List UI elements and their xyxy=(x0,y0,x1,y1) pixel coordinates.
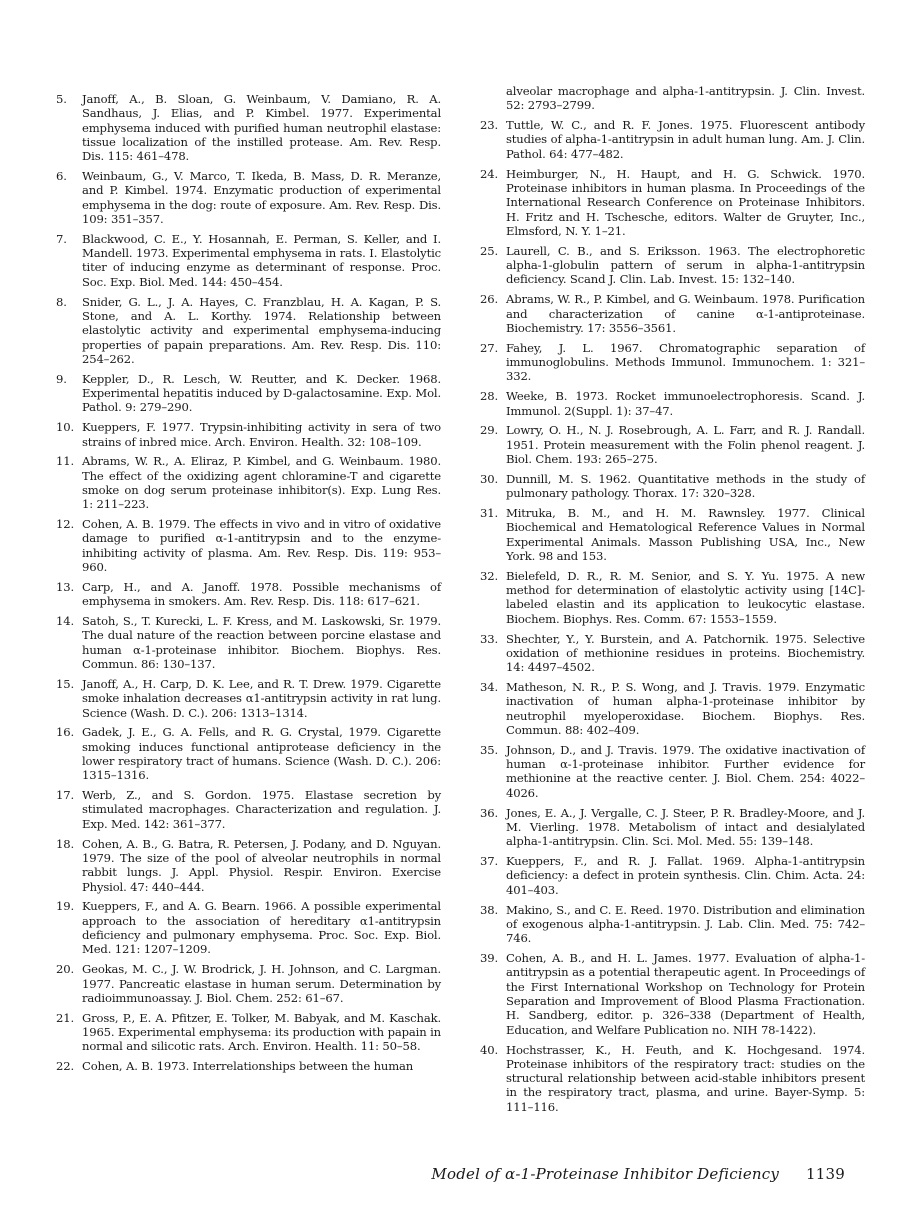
reference-text: Fahey, J. L. 1967. Chromatographic separation of immunoglobulins. Methods Immunol. Immunochem. 1: 321–332. xyxy=(506,340,865,384)
reference-number: 8. xyxy=(56,294,67,309)
reference-text: Tuttle, W. C., and R. F. Jones. 1975. Fluorescent antibody studies of alpha-1-antitrypsin in adult human lung. Am. J. Clin. Pathol. 64: 477–482. xyxy=(506,118,865,161)
reference-item xyxy=(56,677,441,720)
reference-number: 18. xyxy=(56,836,74,851)
reference-item xyxy=(56,454,441,511)
reference-text: Cohen, A. B., G. Batra, R. Petersen, J. Podany, and D. Nguyan. 1979. The size of the pool of alveolar neutrophils in normal rabbit lungs. J. Appl. Physiol. Respir. Environ. Exercise Physiol. 47: 440–444. xyxy=(82,836,441,894)
reference-text: Carp, H., and A. Janoff. 1978. Possible mechanisms of emphysema in smokers. Am. Rev. Resp. Dis. 118: 617–621. xyxy=(82,579,441,609)
reference-continuation xyxy=(480,84,865,113)
reference-text: Jones, E. A., J. Vergalle, C. J. Steer, P. R. Bradley-Moore, and J. M. Vierling. 1978. Metabolism of intact and desialylated alpha-1-antitrypsin. Clin. Sci. Mol. Med. 55: 139–148. xyxy=(506,805,865,849)
reference-item xyxy=(56,232,441,289)
reference-item xyxy=(480,472,865,501)
reference-number: 27. xyxy=(480,340,498,355)
reference-item xyxy=(480,341,865,384)
reference-number: 35. xyxy=(480,742,498,757)
reference-item xyxy=(56,1059,441,1073)
reference-item xyxy=(56,614,441,671)
reference-number: 25. xyxy=(480,243,498,258)
reference-item xyxy=(480,632,865,675)
reference-number: 33. xyxy=(480,631,498,646)
reference-text: Blackwood, C. E., Y. Hosannah, E. Perman, S. Keller, and I. Mandell. 1973. Experimental emphysema in rats. I. Elastolytic titer of inducing enzyme as determinant of response. Proc. Soc. Exp. Biol. Med. 144: 450–454. xyxy=(82,231,441,289)
reference-text: Cohen, A. B. 1979. The effects in vivo and in vitro of oxidative damage to purified α-1-antitrypsin and to the enzyme-inhibiting activity of plasma. Am. Rev. Resp. Dis. 119: 953–960. xyxy=(82,517,441,575)
reference-item xyxy=(56,962,441,1005)
reference-number: 21. xyxy=(56,1010,74,1025)
reference-item xyxy=(480,1043,865,1114)
reference-number: 14. xyxy=(56,614,74,629)
reference-text: Lowry, O. H., N. J. Rosebrough, A. L. Farr, and R. J. Randall. 1951. Protein measurement with the Folin phenol reagent. J. Biol. Chem. 193: 265–275. xyxy=(506,423,865,466)
reference-number: 19. xyxy=(56,899,74,914)
reference-number: 17. xyxy=(56,788,74,803)
reference-text: Gadek, J. E., G. A. Fells, and R. G. Crystal, 1979. Cigarette smoking induces functional antiprotease deficiency in the lower respiratory tract of humans. Science (Wash. D. C.). 206: 1315–1316. xyxy=(82,725,441,783)
reference-number: 9. xyxy=(56,371,67,386)
reference-text: Werb, Z., and S. Gordon. 1975. Elastase secretion by stimulated macrophages. Characterization and regulation. J. Exp. Med. 142: 361–377. xyxy=(82,788,441,831)
reference-column-right xyxy=(480,84,865,1120)
reference-item xyxy=(56,837,441,894)
page-number: 1139 xyxy=(806,1165,845,1183)
reference-number: 5. xyxy=(56,92,67,106)
reference-number: 24. xyxy=(480,166,498,181)
reference-text: alveolar macrophage and alpha-1-antitrypsin. J. Clin. Invest. 52: 2793–2799. xyxy=(506,84,865,113)
reference-item xyxy=(480,951,865,1037)
reference-text: Janoff, A., B. Sloan, G. Weinbaum, V. Damiano, R. A. Sandhaus, J. Elias, and P. Kimbel. 1977. Experimental emphysema induced with purified human neutrophil elastase: tissue localization of the instilled protease. Am. Rev. Resp. Dis. 115: 461–478. xyxy=(82,92,441,164)
reference-text: Gross, P., E. A. Pfitzer, E. Tolker, M. Babyak, and M. Kaschak. 1965. Experimental emphysema: its production with papain in normal and silicotic rats. Arch. Environ. Health. 11: 50–58. xyxy=(82,1010,441,1054)
reference-item xyxy=(480,292,865,335)
reference-number: 12. xyxy=(56,517,74,532)
reference-text: Cohen, A. B., and H. L. James. 1977. Evaluation of alpha-1-antitrypsin as a potential therapeutic agent. In Proceedings of the First International Workshop on Technology for Protein Separation and Improvement of Blood Plasma Fractionation. H. Sandberg, editor. p. 326–338 (Department of Health, Education, and Welfare Publication no. NIH 78-1422). xyxy=(506,951,865,1037)
reference-text: Kueppers, F. 1977. Trypsin-inhibiting activity in sera of two strains of inbred mice. Arch. Environ. Health. 32: 108–109. xyxy=(82,420,441,449)
reference-item xyxy=(56,372,441,415)
reference-text: Heimburger, N., H. Haupt, and H. G. Schwick. 1970. Proteinase inhibitors in human plasma. In Proceedings of the International Research Conference on Proteinase Inhibitors. H. Fritz and H. Tschesche, editors. Walter de Gruyter, Inc., Elmsford, N. Y. 1–21. xyxy=(506,166,865,238)
reference-item xyxy=(56,899,441,956)
reference-item xyxy=(480,389,865,418)
reference-text: Makino, S., and C. E. Reed. 1970. Distribution and elimination of exogenous alpha-1-antitrypsin. J. Lab. Clin. Med. 75: 742–746. xyxy=(506,902,865,946)
reference-item xyxy=(480,506,865,563)
page-footer xyxy=(431,1165,845,1183)
reference-text: Geokas, M. C., J. W. Brodrick, J. H. Johnson, and C. Largman. 1977. Pancreatic elastase in human serum. Determination by radioimmunoassay. J. Biol. Chem. 252: 61–67. xyxy=(82,962,441,1005)
reference-text: Johnson, D., and J. Travis. 1979. The oxidative inactivation of human α-1-proteinase inhibitor. Further evidence for methionine at the reactive center. J. Biol. Chem. 254: 4022–4026. xyxy=(506,742,865,800)
reference-text: Abrams, W. R., A. Eliraz, P. Kimbel, and G. Weinbaum. 1980. The effect of the oxidizing agent chloramine-T and cigarette smoke on dog serum proteinase inhibitor(s). Exp. Lung Res. 1: 211–223. xyxy=(82,454,441,512)
reference-text: Kueppers, F., and A. G. Bearn. 1966. A possible experimental approach to the association of hereditary α1-antitrypsin deficiency and pulmonary emphysema. Proc. Soc. Exp. Biol. Med. 121: 1207–1209. xyxy=(82,899,441,957)
reference-number: 7. xyxy=(56,231,67,246)
reference-item xyxy=(480,806,865,849)
reference-number: 10. xyxy=(56,420,74,435)
reference-text: Laurell, C. B., and S. Eriksson. 1963. The electrophoretic alpha-1-globulin pattern of serum in alpha-1-antitrypsin deficiency. Scand J. Clin. Lab. Invest. 15: 132–140. xyxy=(506,243,865,287)
reference-item xyxy=(56,725,441,782)
reference-item xyxy=(480,743,865,800)
reference-number: 16. xyxy=(56,725,74,740)
reference-number: 13. xyxy=(56,579,74,594)
reference-number: 20. xyxy=(56,962,74,977)
reference-item xyxy=(480,569,865,626)
reference-text: Keppler, D., R. Lesch, W. Reutter, and K. Decker. 1968. Experimental hepatitis induced by D-galactosamine. Exp. Mol. Pathol. 9: 279–290. xyxy=(82,371,441,415)
reference-number: 29. xyxy=(480,423,498,438)
reference-text: Weeke, B. 1973. Rocket immunoelectrophoresis. Scand. J. Immunol. 2(Suppl. 1): 37–47. xyxy=(506,389,865,418)
reference-text: Abrams, W. R., P. Kimbel, and G. Weinbaum. 1978. Purification and characterization of canine α-1-antiproteinase. Biochemistry. 17: 3556–3561. xyxy=(506,292,865,335)
reference-column-left xyxy=(56,92,441,1079)
reference-text: Cohen, A. B. 1973. Interrelationships between the human xyxy=(82,1059,414,1074)
reference-number: 37. xyxy=(480,854,498,869)
reference-item xyxy=(480,680,865,737)
reference-item xyxy=(56,92,441,163)
reference-number: 11. xyxy=(56,454,74,469)
reference-number: 36. xyxy=(480,805,498,820)
reference-text: Dunnill, M. S. 1962. Quantitative methods in the study of pulmonary pathology. Thorax. 17: 320–328. xyxy=(506,471,865,501)
reference-text: Hochstrasser, K., H. Feuth, and K. Hochgesand. 1974. Proteinase inhibitors of the respiratory tract: studies on the structural relationship between acid-stable inhibitors present in the respiratory tract, plasma, and urine. Bayer-Symp. 5: 111–116. xyxy=(506,1042,865,1114)
reference-text: Janoff, A., H. Carp, D. K. Lee, and R. T. Drew. 1979. Cigarette smoke inhalation decreases α1-antitrypsin activity in rat lung. Science (Wash. D. C.). 206: 1313–1314. xyxy=(82,676,441,720)
reference-text: Mitruka, B. M., and H. M. Rawnsley. 1977. Clinical Biochemical and Hematological Reference Values in Normal Experimental Animals. Masson Publishing USA, Inc., New York. 98 and 153. xyxy=(506,506,865,563)
reference-text: Kueppers, F., and R. J. Fallat. 1969. Alpha-1-antitrypsin deficiency: a defect in protein synthesis. Clin. Chim. Acta. 24: 401–403. xyxy=(506,854,865,897)
reference-item xyxy=(480,423,865,466)
reference-number: 32. xyxy=(480,568,498,583)
reference-item xyxy=(56,788,441,831)
reference-item xyxy=(56,580,441,609)
reference-number: 38. xyxy=(480,902,498,917)
reference-number: 15. xyxy=(56,676,74,691)
reference-item xyxy=(56,169,441,226)
reference-number: 28. xyxy=(480,389,498,404)
running-title: Model of α-1-Proteinase Inhibitor Deficiency xyxy=(431,1165,780,1183)
reference-item xyxy=(480,118,865,161)
reference-number: 22. xyxy=(56,1059,74,1074)
reference-item xyxy=(480,167,865,238)
reference-number: 30. xyxy=(480,471,498,486)
reference-text: Weinbaum, G., V. Marco, T. Ikeda, B. Mass, D. R. Meranze, and P. Kimbel. 1974. Enzymatic production of experimental emphysema in the dog: route of exposure. Am. Rev. Resp. Dis. 109: 351–357. xyxy=(82,169,441,226)
reference-item xyxy=(56,1011,441,1054)
reference-number: 39. xyxy=(480,951,498,966)
reference-number: 6. xyxy=(56,169,67,184)
reference-text: Bielefeld, D. R., R. M. Senior, and S. Y. Yu. 1975. A new method for determination of elastolytic activity using [14C]-labeled elastin and its application to leukocytic elastase. Biochem. Biophys. Res. Comm. 67: 1553–1559. xyxy=(506,568,865,626)
reference-number: 26. xyxy=(480,292,498,307)
reference-item xyxy=(480,244,865,287)
reference-item xyxy=(480,903,865,946)
reference-number: 23. xyxy=(480,118,498,133)
reference-text: Satoh, S., T. Kurecki, L. F. Kress, and M. Laskowski, Sr. 1979. The dual nature of the reaction between porcine elastase and human α-1-proteinase inhibitor. Biochem. Biophys. Res. Commun. 86: 130–137. xyxy=(82,614,441,672)
reference-number: 40. xyxy=(480,1042,498,1057)
reference-text: Snider, G. L., J. A. Hayes, C. Franzblau, H. A. Kagan, P. S. Stone, and A. L. Korthy. 1974. Relationship between elastolytic activity and experimental emphysema-inducing properties of papain preparations. Am. Rev. Resp. Dis. 110: 254–262. xyxy=(82,294,441,366)
reference-text: Matheson, N. R., P. S. Wong, and J. Travis. 1979. Enzymatic inactivation of human alpha-1-proteinase inhibitor by neutrophil myeloperoxidase. Biochem. Biophys. Res. Commun. 88: 402–409. xyxy=(506,680,865,737)
reference-item xyxy=(56,517,441,574)
reference-item xyxy=(56,420,441,449)
reference-number: 31. xyxy=(480,506,498,521)
reference-item xyxy=(56,295,441,366)
reference-text: Shechter, Y., Y. Burstein, and A. Patchornik. 1975. Selective oxidation of methionine residues in proteins. Biochemistry. 14: 4497–4502. xyxy=(506,631,865,675)
reference-number: 34. xyxy=(480,680,498,695)
reference-item xyxy=(480,854,865,897)
